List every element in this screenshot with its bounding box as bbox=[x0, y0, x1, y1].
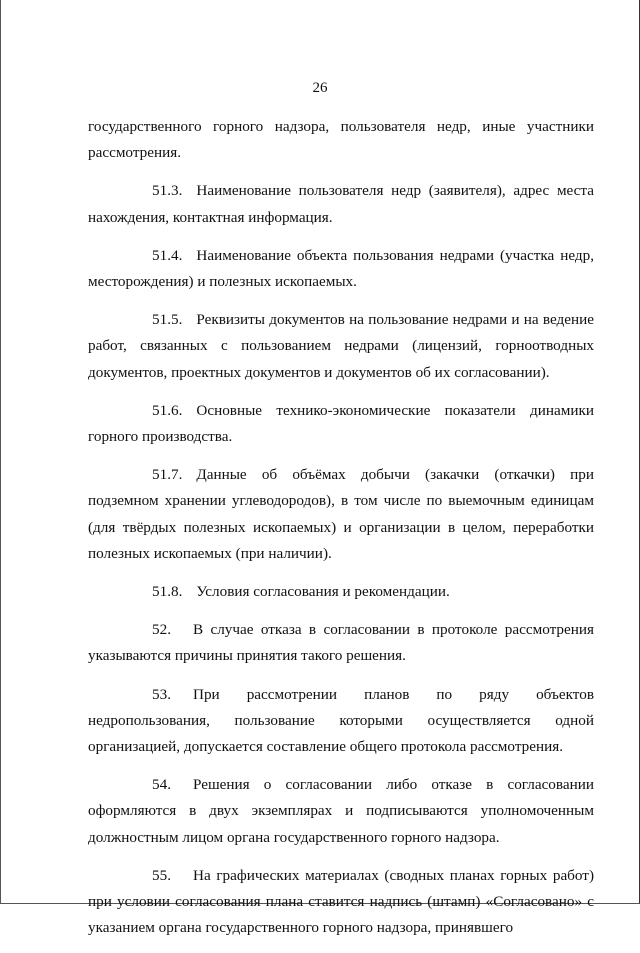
page-number: 26 bbox=[312, 80, 328, 96]
paragraph-52 bbox=[88, 617, 594, 669]
paragraph-number: 51.3. bbox=[152, 182, 183, 200]
paragraph-51-7 bbox=[88, 462, 594, 567]
paragraph-55 bbox=[88, 863, 594, 942]
paragraph-51-4 bbox=[88, 243, 594, 295]
paragraph-number: 52. bbox=[152, 621, 171, 639]
paragraph-number: 51.5. bbox=[152, 311, 183, 329]
paragraph-continuation bbox=[88, 114, 594, 166]
paragraph-51-6 bbox=[88, 398, 594, 450]
paragraph-53 bbox=[88, 682, 594, 761]
paragraph-text: При рассмотрении планов по ряду объектов недропользования, пользование которыми осуществляется одной организацией, допускается составление общего протокола рассмотрения. bbox=[88, 685, 594, 756]
paragraph-number: 51.8. bbox=[152, 583, 183, 601]
paragraph-text: Условия согласования и рекомендации. bbox=[196, 583, 450, 601]
paragraph-text: На графических материалах (сводных планах горных работ) при условии согласования плана ставится надпись (штамп) «Согласовано» с указанием органа государственного горного надзора, принявшего bbox=[88, 866, 594, 937]
paragraph-number: 54. bbox=[152, 776, 171, 794]
paragraph-number: 51.4. bbox=[152, 246, 183, 264]
paragraph-text: государственного горного надзора, пользователя недр, иные участники рассмотрения. bbox=[88, 118, 594, 162]
document-body bbox=[88, 114, 594, 953]
paragraph-number: 51.7. bbox=[152, 466, 183, 484]
paragraph-text: Наименование пользователя недр (заявителя), адрес места нахождения, контактная информация. bbox=[88, 182, 594, 226]
paragraph-text: Данные об объёмах добычи (закачки (откачки) при подземном хранении углеводородов), в том числе по выемочным единицам (для твёрдых полезных ископаемых) и организации в целом, переработки полезных ископаемых (при наличии). bbox=[88, 466, 594, 562]
paragraph-text: Реквизиты документов на пользование недрами и на ведение работ, связанных с пользованием недрами (лицензий, горноотводных документов, проектных документов и документов об их согласовании). bbox=[88, 311, 594, 381]
paragraph-text: Решения о согласовании либо отказе в согласовании оформляются в двух экземплярах и подписываются уполномоченным должностным лицом органа государственного горного надзора. bbox=[88, 776, 594, 846]
paragraph-54 bbox=[88, 772, 594, 851]
paragraph-51-3 bbox=[88, 178, 594, 230]
paragraph-51-5 bbox=[88, 307, 594, 386]
paragraph-text: Основные технико-экономические показатели динамики горного производства. bbox=[88, 401, 594, 446]
paragraph-51-8 bbox=[88, 579, 594, 605]
paragraph-number: 53. bbox=[152, 685, 171, 703]
paragraph-number: 51.6. bbox=[152, 401, 183, 419]
paragraph-text: Наименование объекта пользования недрами (участка недр, месторождения) и полезных ископаемых. bbox=[88, 246, 594, 291]
paragraph-text: В случае отказа в согласовании в протоколе рассмотрения указываются причины принятия такого решения. bbox=[88, 621, 594, 665]
paragraph-number: 55. bbox=[152, 866, 171, 884]
